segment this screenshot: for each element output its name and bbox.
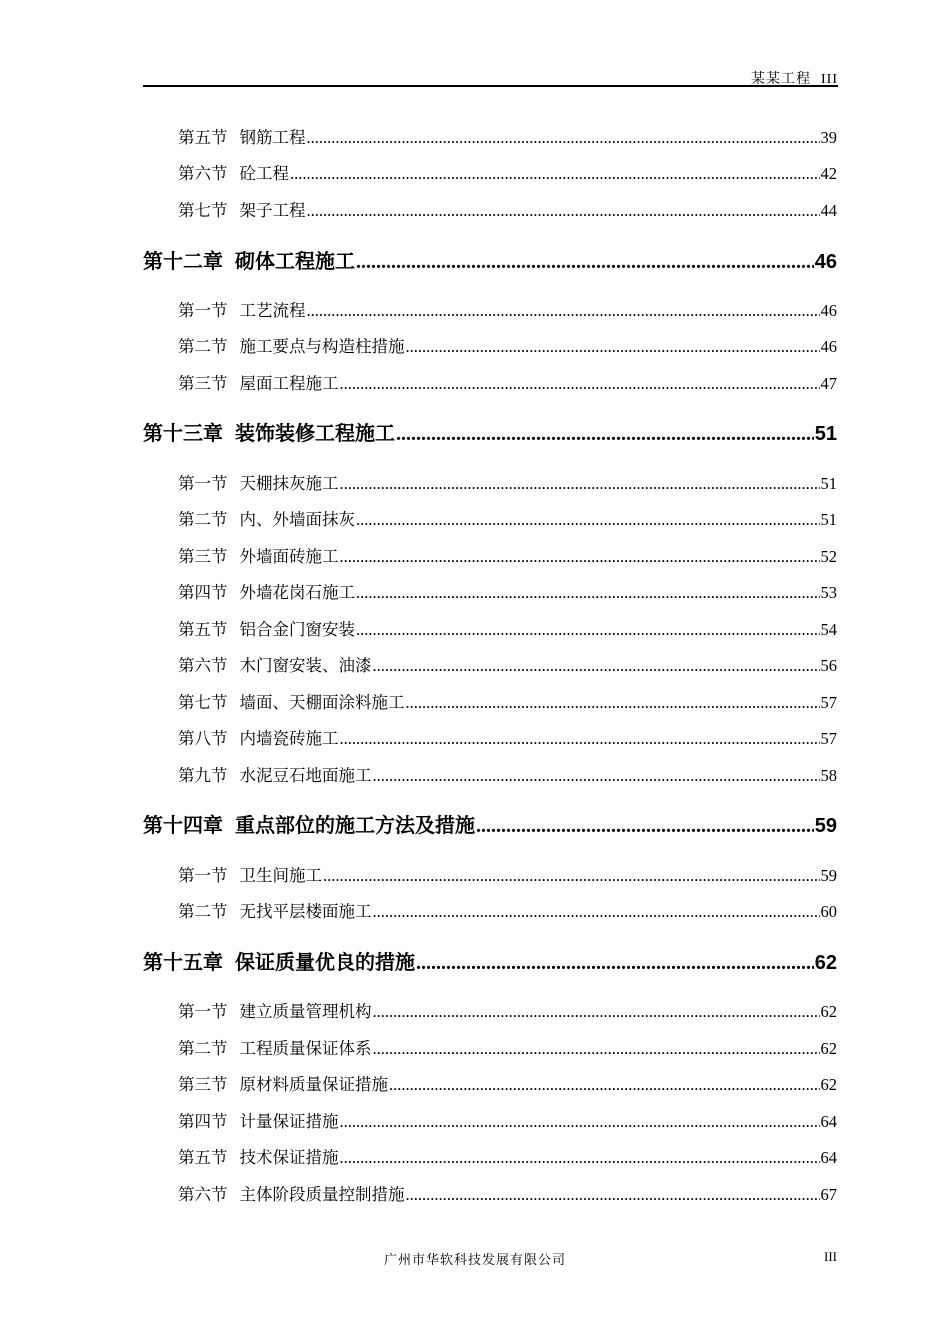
toc-entry-title: 保证质量优良的措施 bbox=[235, 950, 415, 974]
toc-entry-title: 外墙花岗石施工 bbox=[239, 582, 355, 602]
toc-entry-number: 第四节 bbox=[178, 582, 228, 602]
toc-entry-number: 第七节 bbox=[178, 200, 228, 220]
toc-entry-title: 屋面工程施工 bbox=[239, 373, 339, 393]
toc-entry-title: 建立质量管理机构 bbox=[239, 1001, 372, 1021]
header-page-number: III bbox=[821, 72, 838, 87]
toc-entry-title: 计量保证措施 bbox=[239, 1111, 339, 1131]
toc-section-entry[interactable] bbox=[178, 1144, 837, 1168]
toc-entry-page: 51 bbox=[820, 509, 837, 529]
toc-entry-title: 装饰装修工程施工 bbox=[235, 421, 395, 445]
toc-entry-page: 59 bbox=[820, 865, 837, 885]
toc-entry-page: 57 bbox=[820, 728, 837, 748]
toc-entry-page: 64 bbox=[820, 1147, 837, 1167]
toc-entry-page: 44 bbox=[820, 200, 837, 220]
toc-entry-title: 内墙瓷砖施工 bbox=[239, 728, 339, 748]
toc-entry-number: 第一节 bbox=[178, 865, 228, 885]
toc-entry-number: 第十五章 bbox=[143, 950, 223, 974]
toc-section-entry[interactable] bbox=[178, 579, 837, 603]
toc-entry-number: 第十三章 bbox=[143, 421, 223, 445]
toc-entry-page: 47 bbox=[820, 373, 837, 393]
toc-dot-leader bbox=[356, 583, 820, 603]
toc-section-entry[interactable] bbox=[178, 762, 837, 786]
toc-section-entry[interactable] bbox=[178, 898, 837, 922]
toc-dot-leader bbox=[373, 766, 820, 786]
toc-section-entry[interactable] bbox=[178, 652, 837, 676]
toc-entry-number: 第七节 bbox=[178, 692, 228, 712]
toc-dot-leader bbox=[323, 866, 820, 886]
toc-entry-title: 工艺流程 bbox=[239, 300, 306, 320]
toc-entry-title: 技术保证措施 bbox=[239, 1147, 339, 1167]
toc-entry-title: 卫生间施工 bbox=[239, 865, 322, 885]
toc-entry-page: 64 bbox=[820, 1111, 837, 1131]
toc-section-entry[interactable] bbox=[178, 160, 837, 184]
toc-section-entry[interactable] bbox=[178, 725, 837, 749]
toc-dot-leader bbox=[373, 1002, 820, 1022]
toc-section-entry[interactable] bbox=[178, 333, 837, 357]
toc-section-entry[interactable] bbox=[178, 1035, 837, 1059]
toc-section-entry[interactable] bbox=[178, 1181, 837, 1205]
toc-entry-number: 第二节 bbox=[178, 901, 228, 921]
footer-company: 广州市华软科技发展有限公司 bbox=[383, 1253, 566, 1268]
toc-entry-number: 第一节 bbox=[178, 473, 228, 493]
toc-entry-page: 46 bbox=[820, 300, 837, 320]
toc-entry-number: 第一节 bbox=[178, 300, 228, 320]
header-rule bbox=[143, 85, 838, 87]
toc-entry-page: 57 bbox=[820, 692, 837, 712]
toc-entry-page: 52 bbox=[820, 546, 837, 566]
toc-dot-leader bbox=[340, 374, 820, 394]
toc-entry-number: 第五节 bbox=[178, 619, 228, 639]
toc-chapter-entry[interactable] bbox=[143, 417, 837, 446]
toc-entry-page: 62 bbox=[820, 1001, 837, 1021]
toc-entry-number: 第五节 bbox=[178, 1147, 228, 1167]
toc-entry-number: 第二节 bbox=[178, 509, 228, 529]
toc-entry-number: 第五节 bbox=[178, 127, 228, 147]
toc-dot-leader bbox=[340, 1112, 820, 1132]
toc-entry-page: 54 bbox=[820, 619, 837, 639]
toc-entry-number: 第三节 bbox=[178, 546, 228, 566]
toc-entry-page: 62 bbox=[820, 1038, 837, 1058]
toc-dot-leader bbox=[340, 474, 820, 494]
toc-section-entry[interactable] bbox=[178, 297, 837, 321]
toc-entry-title: 墙面、天棚面涂料施工 bbox=[239, 692, 405, 712]
toc-dot-leader bbox=[373, 1039, 820, 1059]
toc-entry-number: 第六节 bbox=[178, 655, 228, 675]
toc-entry-number: 第二节 bbox=[178, 336, 228, 356]
toc-entry-title: 外墙面砖施工 bbox=[239, 546, 339, 566]
toc-section-entry[interactable] bbox=[178, 470, 837, 494]
toc-section-entry[interactable] bbox=[178, 506, 837, 530]
toc-entry-title: 天棚抹灰施工 bbox=[239, 473, 339, 493]
toc-dot-leader bbox=[290, 164, 820, 184]
toc-dot-leader bbox=[406, 693, 820, 713]
toc-entry-page: 58 bbox=[820, 765, 837, 785]
toc-entry-page: 46 bbox=[814, 251, 837, 273]
toc-entry-title: 砌体工程施工 bbox=[235, 249, 355, 273]
toc-dot-leader bbox=[307, 201, 820, 221]
toc-entry-number: 第六节 bbox=[178, 163, 228, 183]
toc-entry-title: 重点部位的施工方法及措施 bbox=[235, 813, 475, 837]
toc-entry-number: 第八节 bbox=[178, 728, 228, 748]
toc-entry-page: 67 bbox=[820, 1184, 837, 1204]
toc-entry-title: 主体阶段质量控制措施 bbox=[239, 1184, 405, 1204]
toc-entry-title: 钢筋工程 bbox=[239, 127, 306, 147]
toc-entry-number: 第九节 bbox=[178, 765, 228, 785]
footer-page-number: III bbox=[824, 1249, 837, 1264]
toc-entry-title: 水泥豆石地面施工 bbox=[239, 765, 372, 785]
toc-entry-title: 砼工程 bbox=[239, 163, 289, 183]
toc-dot-leader bbox=[356, 510, 820, 530]
toc-section-entry[interactable] bbox=[178, 543, 837, 567]
toc-entry-page: 51 bbox=[820, 473, 837, 493]
toc-entry-number: 第四节 bbox=[178, 1111, 228, 1131]
toc-dot-leader bbox=[307, 128, 820, 148]
toc-entry-page: 46 bbox=[820, 336, 837, 356]
toc-dot-leader bbox=[396, 423, 814, 446]
toc-entry-number: 第十四章 bbox=[143, 813, 223, 837]
toc-dot-leader bbox=[373, 902, 820, 922]
toc-entry-number: 第十二章 bbox=[143, 249, 223, 273]
toc-entry-title: 工程质量保证体系 bbox=[239, 1038, 372, 1058]
toc-entry-title: 铝合金门窗安装 bbox=[239, 619, 355, 639]
toc-dot-leader bbox=[373, 656, 820, 676]
toc-dot-leader bbox=[356, 620, 820, 640]
toc-chapter-entry[interactable] bbox=[143, 809, 837, 838]
toc-dot-leader bbox=[340, 547, 820, 567]
toc-entry-number: 第三节 bbox=[178, 1074, 228, 1094]
toc-entry-number: 第二节 bbox=[178, 1038, 228, 1058]
toc-entry-number: 第一节 bbox=[178, 1001, 228, 1021]
toc-section-entry[interactable] bbox=[178, 616, 837, 640]
toc-dot-leader bbox=[340, 1148, 820, 1168]
toc-section-entry[interactable] bbox=[178, 998, 837, 1022]
toc-entry-page: 53 bbox=[820, 582, 837, 602]
toc-entry-page: 62 bbox=[814, 952, 837, 974]
toc-chapter-entry[interactable] bbox=[143, 946, 837, 975]
toc-section-entry[interactable] bbox=[178, 197, 837, 221]
toc-entry-page: 39 bbox=[820, 127, 837, 147]
header-title: 某某工程 bbox=[751, 71, 811, 87]
toc-entry-title: 原材料质量保证措施 bbox=[239, 1074, 388, 1094]
toc-section-entry[interactable] bbox=[178, 689, 837, 713]
toc-entry-page: 51 bbox=[814, 423, 837, 445]
toc-dot-leader bbox=[340, 729, 820, 749]
toc-section-entry[interactable] bbox=[178, 124, 837, 148]
toc-entry-number: 第六节 bbox=[178, 1184, 228, 1204]
toc-entry-page: 62 bbox=[820, 1074, 837, 1094]
toc-section-entry[interactable] bbox=[178, 862, 837, 886]
toc-entry-title: 架子工程 bbox=[239, 200, 306, 220]
toc-dot-leader bbox=[416, 952, 814, 975]
toc-dot-leader bbox=[307, 301, 820, 321]
toc-dot-leader bbox=[406, 1185, 820, 1205]
toc-entry-page: 42 bbox=[820, 163, 837, 183]
toc-dot-leader bbox=[406, 337, 820, 357]
toc-entry-title: 无找平层楼面施工 bbox=[239, 901, 372, 921]
toc-entry-number: 第三节 bbox=[178, 373, 228, 393]
toc-dot-leader bbox=[476, 815, 814, 838]
toc-section-entry[interactable] bbox=[178, 1071, 837, 1095]
toc-section-entry[interactable] bbox=[178, 370, 837, 394]
toc-entry-page: 59 bbox=[814, 815, 837, 837]
toc-dot-leader bbox=[389, 1075, 820, 1095]
toc-chapter-entry[interactable] bbox=[143, 245, 837, 274]
toc-entry-page: 56 bbox=[820, 655, 837, 675]
toc-dot-leader bbox=[356, 251, 814, 274]
toc-entry-title: 木门窗安装、油漆 bbox=[239, 655, 372, 675]
toc-entry-page: 60 bbox=[820, 901, 837, 921]
toc-section-entry[interactable] bbox=[178, 1108, 837, 1132]
toc-entry-title: 施工要点与构造柱措施 bbox=[239, 336, 405, 356]
toc-entry-title: 内、外墙面抹灰 bbox=[239, 509, 355, 529]
